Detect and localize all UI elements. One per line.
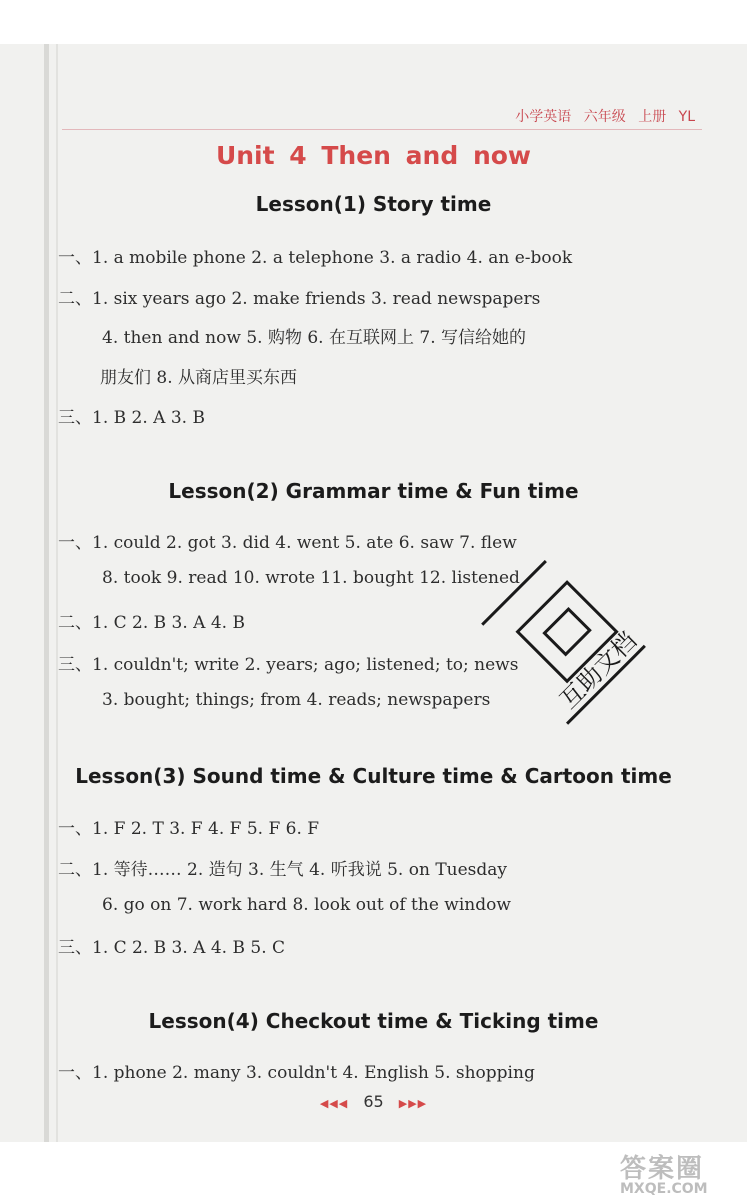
- lesson-2-title: Lesson(2) Grammar time & Fun time: [168, 479, 579, 503]
- header-rule: [62, 129, 702, 130]
- page-arrows-right: ▶▶▶: [398, 1097, 428, 1110]
- stamp-text: 互助文档: [554, 626, 643, 715]
- page-number: [0, 1092, 747, 1111]
- lesson-2-line: 3. bought; things; from 4. reads; newspapers: [102, 690, 491, 710]
- watermark-title: 答案圈: [620, 1154, 705, 1184]
- lesson-4-title: Lesson(4) Checkout time & Ticking time: [148, 1009, 599, 1033]
- lesson-3-title: Lesson(3) Sound time & Culture time & Cartoon time: [75, 764, 672, 788]
- lesson-1-line: 三、1. B 2. A 3. B: [58, 408, 205, 428]
- lesson-4-line: 一、1. phone 2. many 3. couldn't 4. English 5. shopping: [58, 1063, 535, 1083]
- lesson-1-line: 4. then and now 5. 购物 6. 在互联网上 7. 写信给她的: [102, 328, 527, 348]
- top-margin: [0, 0, 747, 44]
- lesson-3-line: 二、1. 等待…… 2. 造句 3. 生气 4. 听我说 5. on Tuesday: [58, 860, 508, 880]
- lesson-3-line: 6. go on 7. work hard 8. look out of the window: [102, 895, 511, 915]
- lesson-1-line: 二、1. six years ago 2. make friends 3. read newspapers: [58, 289, 541, 309]
- lesson-1-line: 一、1. a mobile phone 2. a telephone 3. a radio 4. an e-book: [58, 248, 573, 268]
- lesson-2-line: 8. took 9. read 10. wrote 11. bought 12. listened: [102, 568, 520, 588]
- lesson-2-line: 二、1. C 2. B 3. A 4. B: [58, 613, 245, 633]
- page-arrows-left: ◀◀◀: [319, 1097, 349, 1110]
- book-header: 小学英语 六年级 上册 YL: [515, 109, 695, 125]
- lesson-2-line: 一、1. could 2. got 3. did 4. went 5. ate 6. saw 7. flew: [58, 533, 517, 553]
- page-number-value: 65: [363, 1092, 384, 1111]
- lesson-1-title: Lesson(1) Story time: [255, 192, 492, 216]
- stamp-mark: [440, 560, 680, 760]
- site-watermark: [620, 1148, 708, 1197]
- lesson-1-line: 朋友们 8. 从商店里买东西: [100, 368, 298, 388]
- lesson-3-line: 一、1. F 2. T 3. F 4. F 5. F 6. F: [58, 819, 320, 839]
- lesson-3-line: 三、1. C 2. B 3. A 4. B 5. C: [58, 938, 286, 958]
- unit-title: Unit 4 Then and now: [215, 141, 532, 170]
- lesson-2-line: 三、1. couldn't; write 2. years; ago; listened; to; news: [58, 655, 519, 675]
- watermark-url: MXQE.COM: [620, 1181, 708, 1197]
